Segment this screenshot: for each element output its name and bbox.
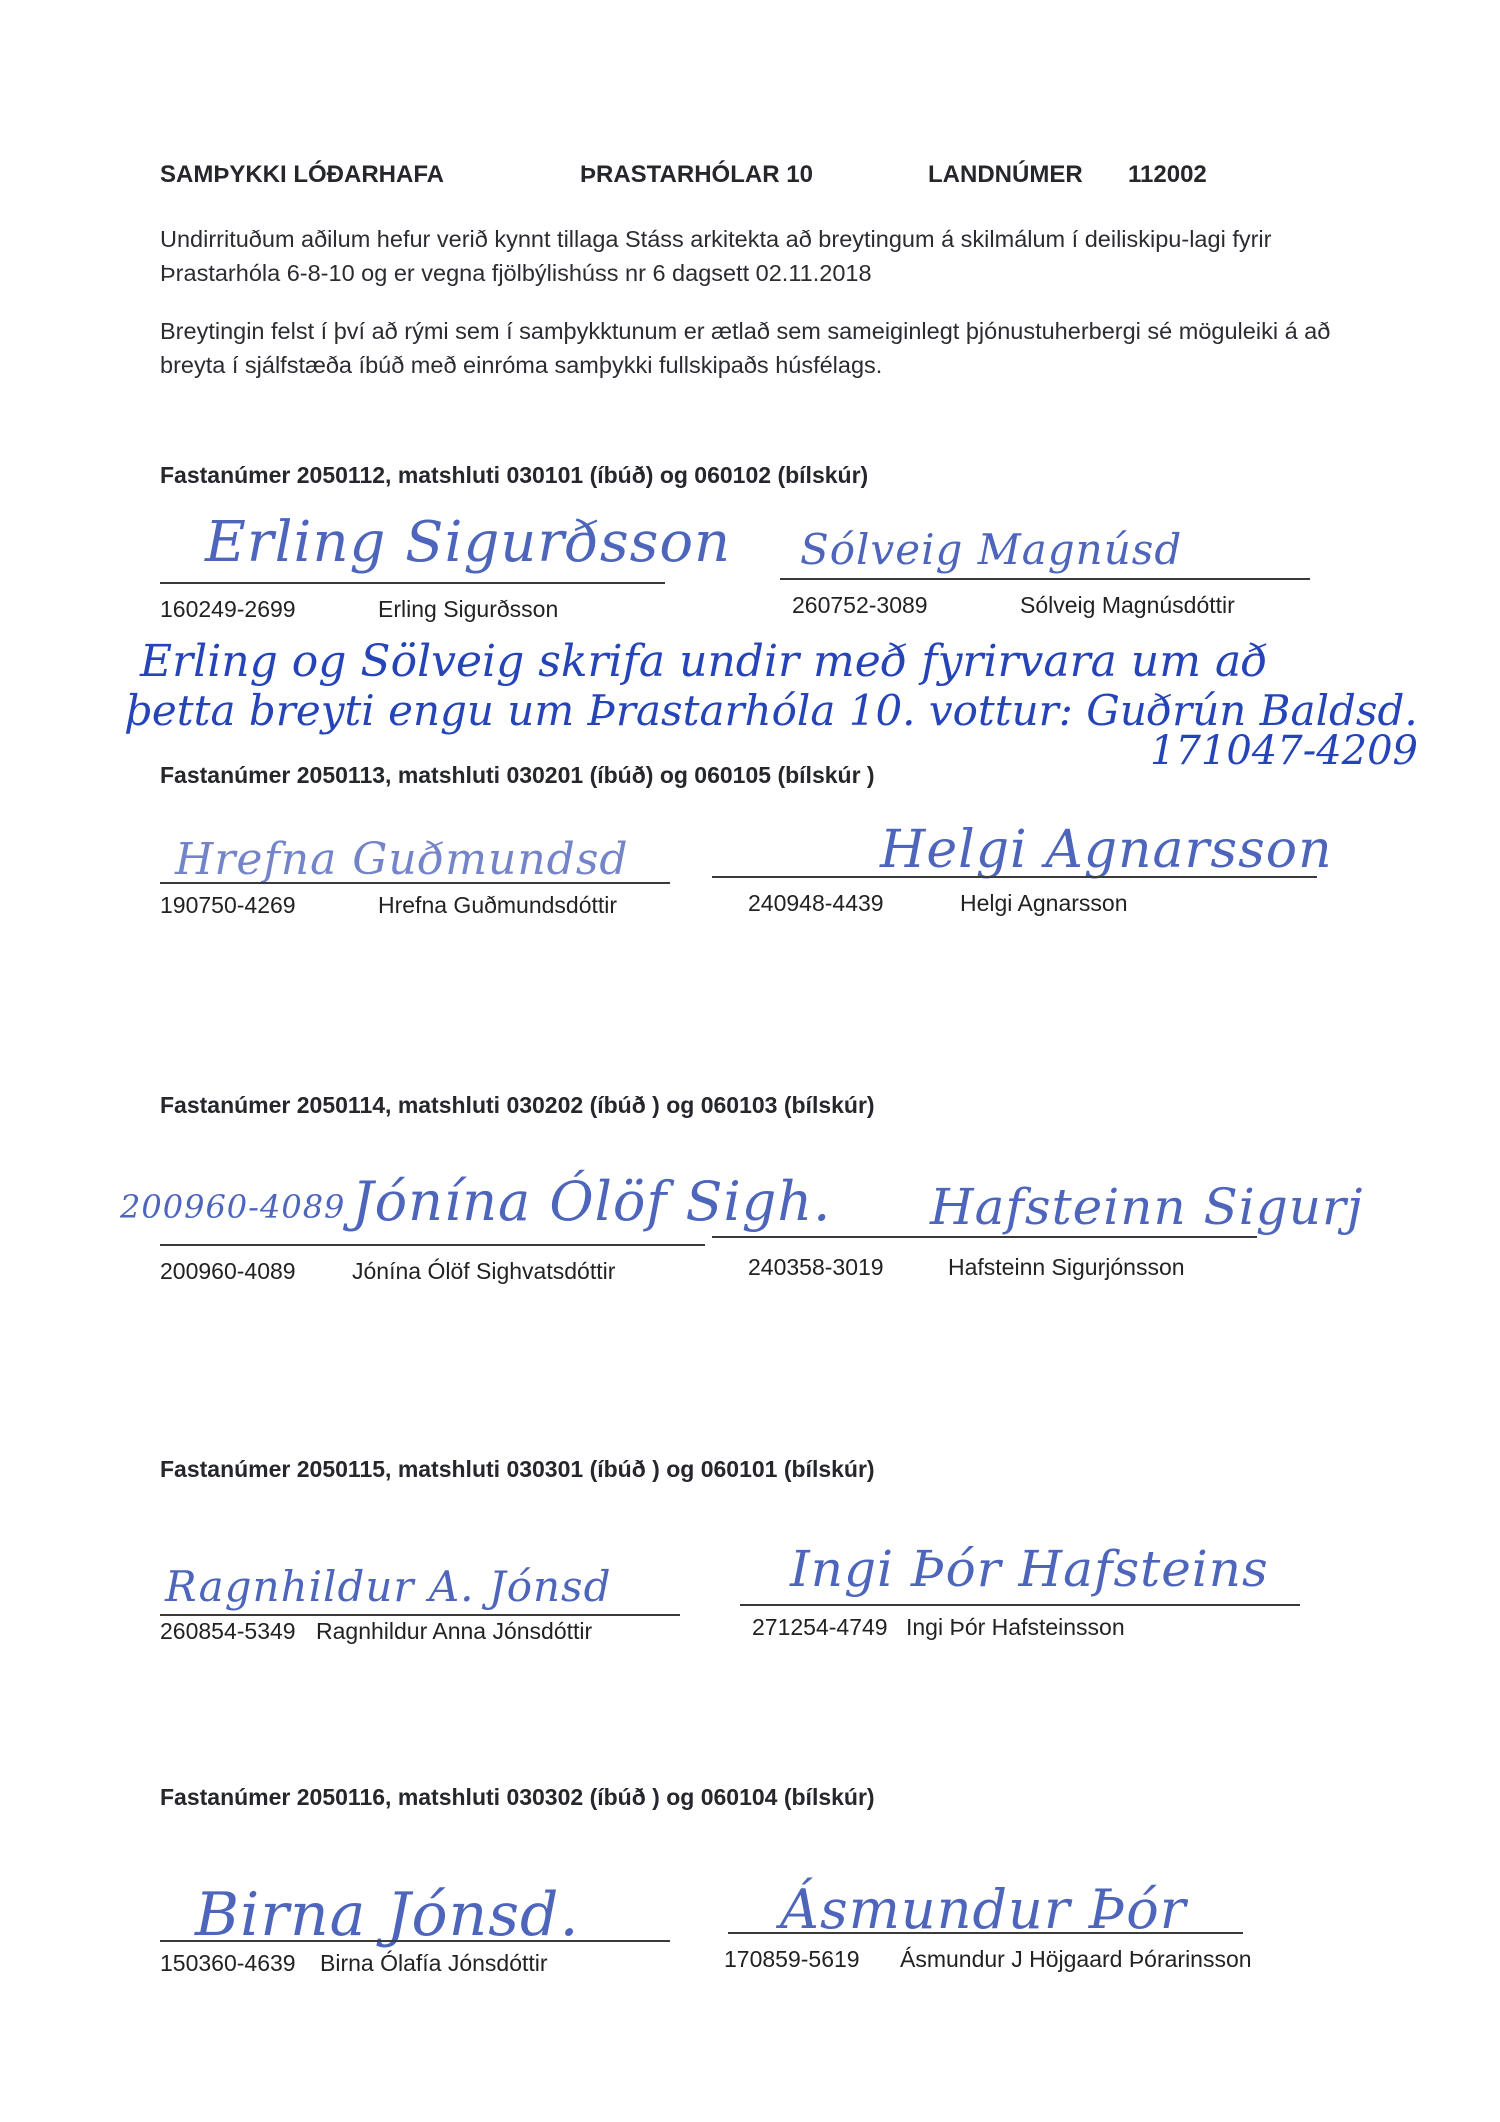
person-name: Sólveig Magnúsdóttir xyxy=(1020,592,1235,618)
signature-line xyxy=(728,1932,1243,1934)
person-id: 160249-2699 xyxy=(160,596,296,622)
handwritten-note-line-2: þetta breyti engu um Þrastarhóla 10. vottur: Guðrún Baldsd. xyxy=(125,686,1418,735)
signature-left: Ragnhildur A. Jónsd xyxy=(165,1562,612,1611)
person-id: 200960-4089 xyxy=(160,1258,296,1284)
person-id: 170859-5619 xyxy=(724,1946,860,1972)
person-id: 240358-3019 xyxy=(748,1254,884,1280)
person-name: Helgi Agnarsson xyxy=(960,890,1128,916)
signature-right: Helgi Agnarsson xyxy=(880,820,1333,880)
section-2-title: Fastanúmer 2050113, matshluti 030201 (íbúð) og 060105 (bílskúr ) xyxy=(160,762,875,788)
person-name: Ingi Þór Hafsteinsson xyxy=(906,1614,1125,1640)
section-4-title: Fastanúmer 2050115, matshluti 030301 (íbúð ) og 060101 (bílskúr) xyxy=(160,1456,875,1482)
signature-right: Hafsteinn Sigurj xyxy=(930,1178,1364,1236)
person-id: 260854-5349 xyxy=(160,1618,296,1644)
property-address: ÞRASTARHÓLAR 10 xyxy=(580,161,813,188)
person-id: 150360-4639 xyxy=(160,1950,296,1976)
section-1-title: Fastanúmer 2050112, matshluti 030101 (íbúð) og 060102 (bílskúr) xyxy=(160,462,869,488)
signature-line xyxy=(160,882,670,884)
signature-line xyxy=(160,1614,680,1616)
signature-left: Jónína Ólöf Sigh. xyxy=(352,1170,832,1233)
signature-line xyxy=(712,1236,1257,1238)
handwritten-id: 200960-4089 xyxy=(120,1188,346,1226)
signature-left: Hrefna Guðmundsd xyxy=(175,834,629,885)
signature-line xyxy=(160,582,665,584)
landnumer-value: 112002 xyxy=(1128,161,1207,188)
signature-left: Birna Jónsd. xyxy=(195,1880,580,1950)
section-5-title: Fastanúmer 2050116, matshluti 030302 (íbúð ) og 060104 (bílskúr) xyxy=(160,1784,875,1810)
person-name: Hafsteinn Sigurjónsson xyxy=(948,1254,1185,1280)
section-3-title: Fastanúmer 2050114, matshluti 030202 (íbúð ) og 060103 (bílskúr) xyxy=(160,1092,875,1118)
person-name: Hrefna Guðmundsdóttir xyxy=(378,892,618,918)
signature-right: Ásmundur Þór xyxy=(780,1878,1187,1941)
signature-line xyxy=(740,1604,1300,1606)
person-id: 240948-4439 xyxy=(748,890,884,916)
signature-right: Ingi Þór Hafsteins xyxy=(790,1540,1269,1598)
person-name: Erling Sigurðsson xyxy=(378,596,559,622)
signature-left: Erling Sigurðsson xyxy=(205,510,732,575)
person-name: Birna Ólafía Jónsdóttir xyxy=(320,1950,548,1976)
person-id: 190750-4269 xyxy=(160,892,296,918)
intro-paragraph-1: Undirrituðum aðilum hefur verið kynnt tillaga Stáss arkitekta að breytingum á skilmálum í deiliskipu-lagi fyrir Þrastarhóla 6-8-10 og er vegna fjölbýlishúss nr 6 dagsett 02.11.2018 xyxy=(160,226,1272,286)
person-name: Jónína Ólöf Sighvatsdóttir xyxy=(352,1258,616,1284)
person-name: Ragnhildur Anna Jónsdóttir xyxy=(316,1618,593,1644)
handwritten-note-line-1: Erling og Sölveig skrifa undir með fyrirvara um að xyxy=(140,636,1268,687)
signature-line xyxy=(160,1940,670,1942)
person-id: 271254-4749 xyxy=(752,1614,888,1640)
person-name: Ásmundur J Höjgaard Þórarinsson xyxy=(900,1946,1252,1972)
signature-line xyxy=(712,876,1317,878)
handwritten-note-line-3: 171047-4209 xyxy=(1150,728,1419,774)
landnumer-label: LANDNÚMER xyxy=(928,161,1083,188)
document-title: SAMÞYKKI LÓÐARHAFA xyxy=(160,161,445,188)
person-id: 260752-3089 xyxy=(792,592,928,618)
signature-line xyxy=(160,1244,705,1246)
signature-right: Sólveig Magnúsd xyxy=(800,525,1183,574)
signature-line xyxy=(780,578,1310,580)
document-header xyxy=(160,155,1360,195)
intro-paragraph-2: Breytingin felst í því að rými sem í samþykktunum er ætlað sem sameiginlegt þjónustuherbergi sé möguleiki á að breyta í sjálfstæða íbúð með einróma samþykki fullskipaðs húsfélags. xyxy=(160,318,1331,378)
